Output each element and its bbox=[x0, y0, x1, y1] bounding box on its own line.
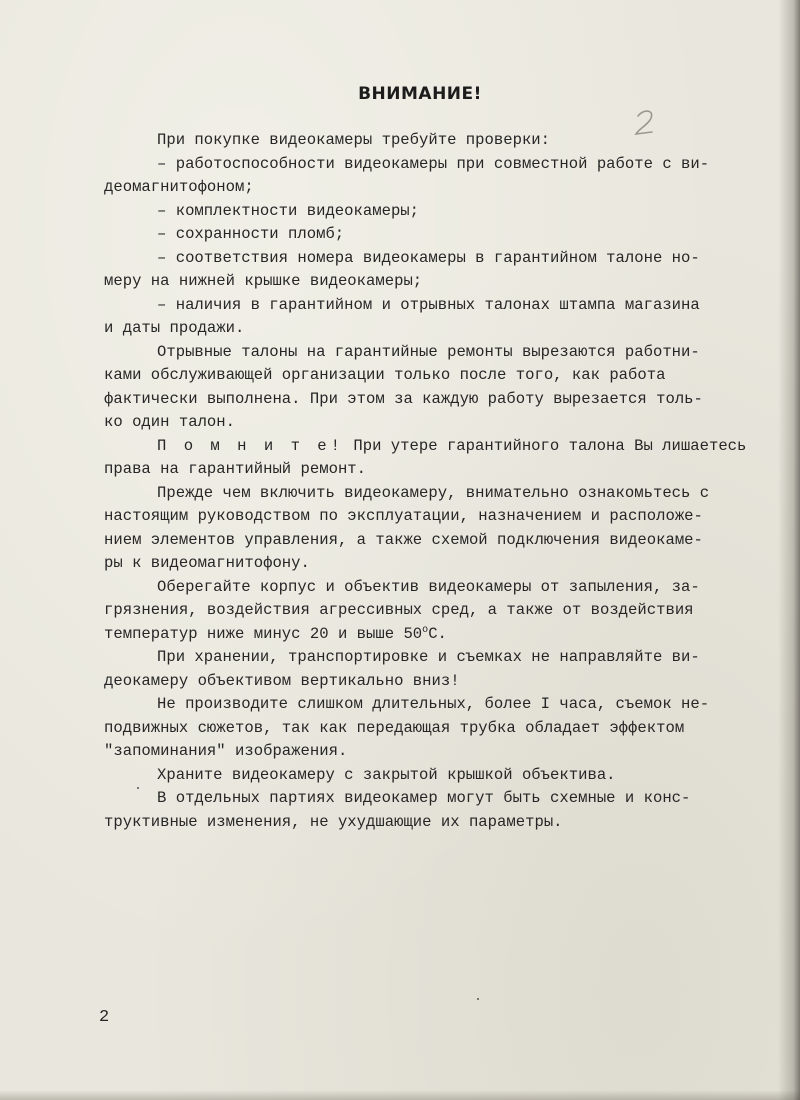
text-line: меру на нижней крышке видеокамеры; bbox=[104, 272, 423, 290]
text-line: – наличия в гарантийном и отрывных талонах штампа магазина bbox=[157, 295, 700, 314]
text-line: Храните видеокамеру с закрытой крышкой объектива. bbox=[157, 765, 616, 784]
text-line: ры к видеомагнитофону. bbox=[104, 554, 310, 572]
text-line: – комплектности видеокамеры; bbox=[157, 201, 420, 220]
text-line bbox=[157, 434, 746, 458]
text-line: деомагнитофоном; bbox=[104, 178, 254, 196]
text-line: фактически выполнена. При этом за каждую работу вырезается толь- bbox=[104, 389, 703, 408]
emphasis-continuation: При утере гарантийного талона Вы лишаетесь bbox=[344, 436, 747, 455]
page-edge-shadow bbox=[778, 0, 800, 1100]
text-line: деокамеру объективом вертикально вниз! bbox=[104, 671, 460, 690]
page-title: ВНИМАНИЕ! bbox=[358, 84, 482, 104]
ink-speck bbox=[137, 787, 139, 789]
temperature-text: температур ниже минус 20 и выше 50 bbox=[104, 624, 423, 643]
text-line: грязнения, воздействия агрессивных сред, а также от воздействия bbox=[104, 601, 694, 619]
text-line: Не производите слишком длительных, более I часа, съемок не- bbox=[157, 695, 710, 713]
page-number: 2 bbox=[99, 1008, 110, 1027]
text-line: подвижных сюжетов, так как передающая трубка обладает эффектом bbox=[104, 718, 685, 737]
text-line: При покупке видеокамеры требуйте проверки: bbox=[157, 131, 551, 149]
text-line: труктивные изменения, не ухудшающие их параметры. bbox=[104, 812, 563, 831]
page-bottom-shadow bbox=[0, 1090, 800, 1100]
text-line: – сохранности пломб; bbox=[157, 225, 345, 243]
text-line: и даты продажи. bbox=[104, 319, 245, 337]
text-line: – работоспособности видеокамеры при совместной работе с ви- bbox=[157, 154, 710, 173]
text-line: права на гарантийный ремонт. bbox=[104, 460, 367, 478]
text-line: нием элементов управления, а также схемой подключения видеокаме- bbox=[104, 530, 703, 549]
text-line: В отдельных партиях видеокамер могут быть схемные и конс- bbox=[157, 789, 691, 807]
pencil-mark-icon bbox=[630, 106, 660, 140]
text-line: При хранении, транспортировке и съемках не направляйте ви- bbox=[157, 648, 700, 666]
text-line: – соответствия номера видеокамеры в гарантийном талоне но- bbox=[157, 248, 700, 267]
degree-superscript: o bbox=[422, 624, 429, 636]
text-line: Оберегайте корпус и объектив видеокамеры от запыления, за- bbox=[157, 577, 700, 596]
degree-unit: С. bbox=[428, 624, 447, 643]
text-line: "запоминания" изображения. bbox=[104, 742, 348, 760]
text-line: настоящим руководством по эксплуатации, назначением и расположе- bbox=[104, 507, 703, 525]
text-line: Прежде чем включить видеокамеру, внимательно ознакомьтесь с bbox=[157, 483, 710, 502]
text-line bbox=[104, 622, 447, 646]
text-line: ко один талон. bbox=[104, 413, 236, 431]
ink-speck bbox=[477, 998, 479, 1000]
text-line: ками обслуживающей организации только после того, как работа bbox=[104, 366, 666, 384]
text-line: Отрывные талоны на гарантийные ремонты вырезаются работни- bbox=[157, 342, 700, 361]
emphasis-text: П о м н и т е! bbox=[157, 436, 345, 455]
